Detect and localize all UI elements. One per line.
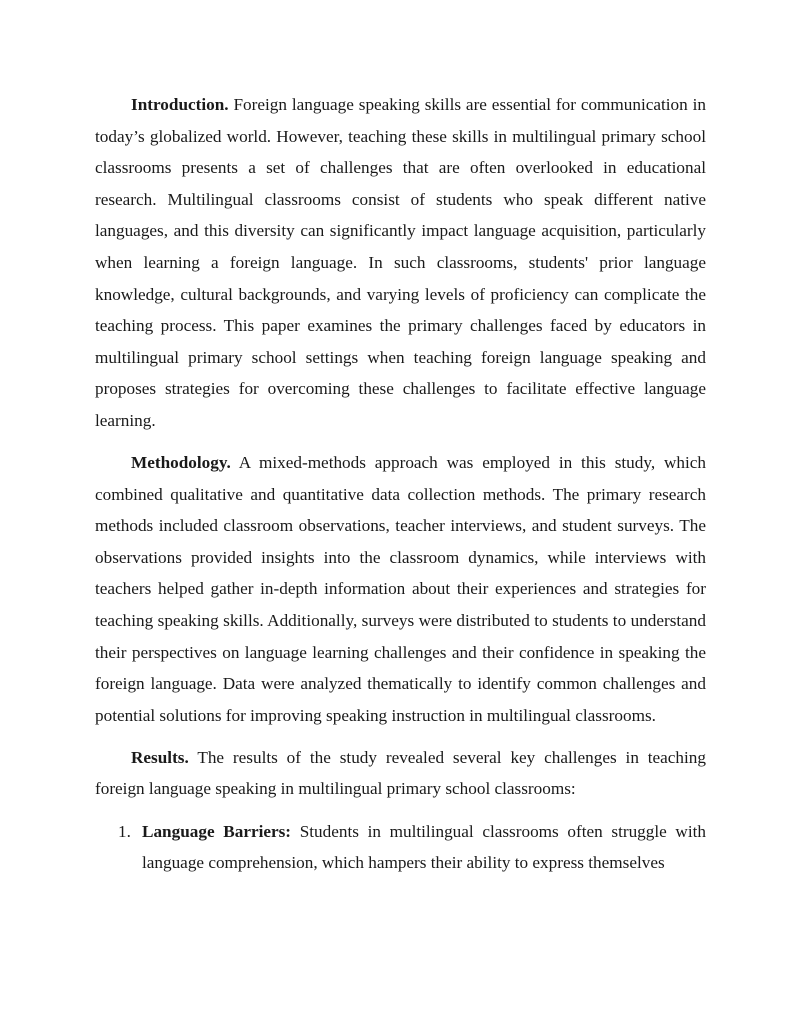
results-list [95, 816, 706, 879]
list-item-heading: Language Barriers: [142, 821, 292, 841]
results-paragraph [95, 742, 706, 805]
methodology-heading: Methodology. [131, 453, 231, 473]
results-heading: Results. [131, 747, 189, 767]
introduction-heading: Introduction. [131, 95, 229, 114]
introduction-text: Foreign language speaking skills are essential for communication in today’s globalized world. However, teaching these skills in multilingual primary school classrooms presents a set of challenges that are often overlooked in educational research. Multilingual classrooms consist of students who speak different native languages, and this diversity can significantly impact language acquisition, particularly when learning a foreign language. In such classrooms, students' prior language knowledge, cultural backgrounds, and varying levels of proficiency can complicate the teaching process. This paper examines the primary challenges faced by educators in multilingual primary school settings when teaching foreign language speaking and proposes strategies for overcoming these challenges to facilitate effective language learning. [95, 95, 706, 430]
introduction-paragraph [95, 89, 706, 437]
results-text: The results of the study revealed several key challenges in teaching foreign language speaking in multilingual primary school classrooms: [95, 747, 706, 799]
methodology-text: A mixed-methods approach was employed in this study, which combined qualitative and quantitative data collection methods. The primary research methods included classroom observations, teacher interviews, and student surveys. The observations provided insights into the classroom dynamics, while interviews with teachers helped gather in-depth information about their experiences and strategies for teaching speaking skills. Additionally, surveys were distributed to students to understand their perspectives on language learning challenges and their confidence in speaking the foreign language. Data were analyzed thematically to identify common challenges and potential solutions for improving speaking instruction in multilingual classrooms. [95, 453, 706, 725]
document-page [95, 89, 706, 879]
list-item-text: Students in multilingual classrooms often struggle with language comprehension, which hampers their ability to express themselves [142, 821, 706, 873]
methodology-paragraph [95, 447, 706, 731]
list-item-number: 1. [118, 821, 131, 841]
list-item [95, 816, 706, 879]
